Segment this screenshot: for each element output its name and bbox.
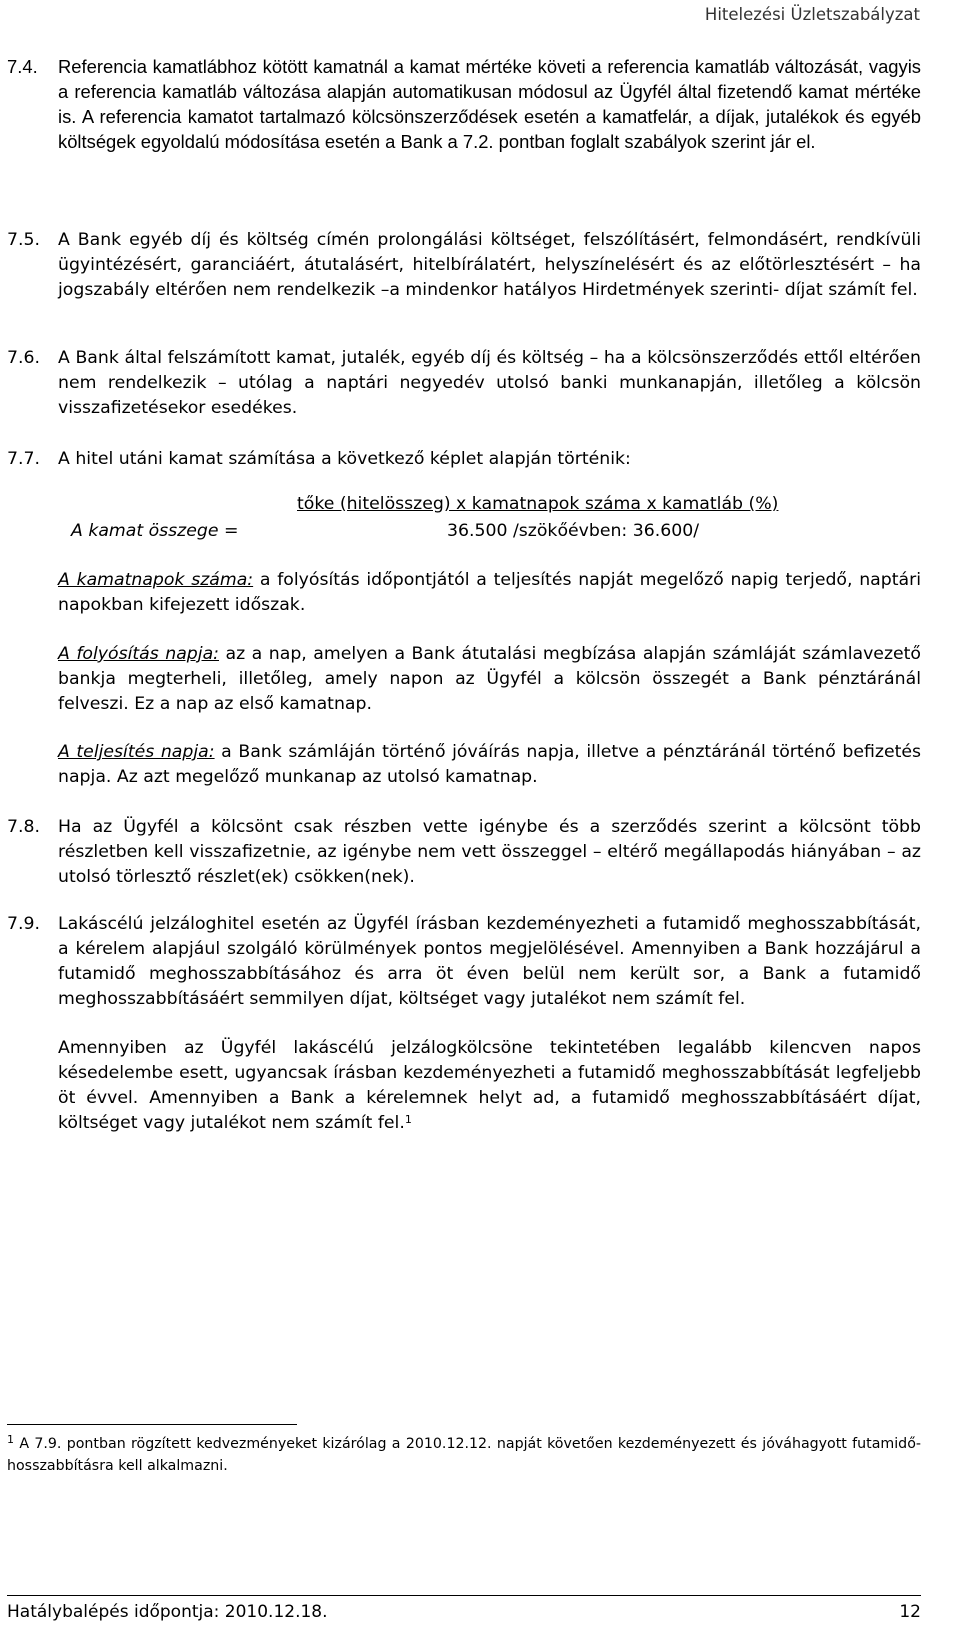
section-7-6: [7, 346, 921, 421]
section-text: Ha az Ügyfél a kölcsönt csak részben vette igénybe és a szerződés szerint a kölcsönt több részletben kell visszafizetnie, az igénybe nem vett összeggel – eltérő megállapodás hiányában – az utolsó törlesztő részlet(ek) csökken(nek).: [58, 817, 921, 887]
section-number: 7.6.: [7, 348, 40, 368]
effective-date: Hatálybalépés időpontja: 2010.12.18.: [7, 1602, 328, 1622]
section-7-9: [7, 912, 921, 1012]
definition-text: a folyósítás időpontjától a teljesítés napját megelőző napig terjedő, naptári napokban kifejezett időszak.: [58, 570, 922, 615]
section-number: 7.7.: [7, 449, 40, 469]
section-number: 7.5.: [7, 230, 40, 250]
section-number: 7.8.: [7, 817, 40, 837]
definition-term: A folyósítás napja:: [58, 644, 219, 664]
formula-numerator: tőke (hitelösszeg) x kamatnapok száma x kamatláb (%): [297, 494, 779, 514]
definition-kamatnapok: [58, 568, 921, 618]
section-7-8: [7, 815, 921, 890]
section-text: A Bank egyéb díj és költség címén prolongálási költséget, felszólításért, felmondásért, rendkívüli ügyintézésért, garanciáért, átutalásért, hitelbírálatért, helyszínelésért és az előtörlesztésért – ha jogszabály eltérően nem rendelkezik –a mindenkor hatályos Hirdetmények szerinti- díjat számít fel.: [58, 230, 921, 300]
formula-label: A kamat összege =: [71, 521, 239, 541]
definition-term: A teljesítés napja:: [58, 742, 215, 762]
footnote-separator: [7, 1424, 297, 1425]
definition-term: A kamatnapok száma:: [58, 570, 254, 590]
footnote-reference[interactable]: 1: [404, 1113, 412, 1126]
running-header: Hitelezési Üzletszabályzat: [704, 5, 920, 24]
definition-folyositas: [58, 642, 921, 717]
section-number: 7.4.: [7, 56, 38, 77]
section-text: A hitel utáni kamat számítása a következő képlet alapján történik:: [58, 449, 631, 469]
section-text: A Bank által felszámított kamat, jutalék, egyéb díj és költség – ha a kölcsönszerződés ettől eltérően nem rendelkezik – utólag a naptári negyedév utolsó banki munkanapján, illetőleg a kölcsön visszafizetésekor esedékes.: [58, 348, 921, 418]
footer-separator: [7, 1595, 921, 1596]
section-7-5: [7, 228, 921, 303]
footnote-text: A 7.9. pontban rögzített kedvezményeket kizárólag a 2010.12.12. napját követően kezdeményezett és jóváhagyott futamidő-hosszabbításra kell alkalmazni.: [7, 1436, 921, 1474]
section-text-2: Amennyiben az Ügyfél lakáscélú jelzálogkölcsöne tekintetében legalább kilencven napos késedelembe esett, ugyancsak írásban kezdeményezheti a futamidő meghosszabbítását legfeljebb öt évvel. Amennyiben a Bank a kérelemnek helyt ad, a futamidő meghosszabbításáért díjat, költséget vagy jutalékot nem számít fel.: [58, 1038, 921, 1133]
section-7-7: [7, 447, 921, 472]
section-number: 7.9.: [7, 914, 40, 934]
formula-denominator: 36.500 /szökőévben: 36.600/: [447, 521, 700, 541]
section-text: Referencia kamatlábhoz kötött kamatnál a kamat mértéke követi a referencia kamatláb változását, vagyis a referencia kamatláb változása alapján automatikusan módosul az Ügyfél által fizetendő kamat mértéke is. A referencia kamatot tartalmazó kölcsönszerződések esetén a kamatfelár, a díjak, jutalékok és egyéb költségek egyoldalú módosítása esetén a Bank a 7.2. pontban foglalt szabályok szerint jár el.: [58, 56, 921, 152]
section-7-4: [7, 54, 921, 154]
section-text: [58, 1036, 921, 1136]
section-7-9-continued: [7, 1036, 921, 1136]
page-number: 12: [899, 1602, 921, 1622]
definition-teljesites: [58, 740, 921, 790]
section-text: Lakáscélú jelzáloghitel esetén az Ügyfél írásban kezdeményezheti a futamidő meghosszabbítását, a kérelem alapjául szolgáló körülmények pontos megjelölésével. Amennyiben a Bank hozzájárul a futamidő meghosszabbításához és arra öt éven belül nem került sor, a Bank a futamidő meghosszabbításáért semmilyen díjat, költséget vagy jutalékot nem számít fel.: [58, 914, 921, 1009]
definition-text: a Bank számláján történő jóváírás napja, illetve a pénztáránál történő befizetés napja. Az azt megelőző munkanap az utolsó kamatnap.: [58, 742, 921, 787]
footnote-number: 1: [7, 1433, 14, 1446]
definition-text: az a nap, amelyen a Bank átutalási megbízása alapján számláját számlavezető bankja megterheli, illetőleg, amely napon az Ügyfél a kölcsön összegét a Bank pénztáránál felveszi. Ez a nap az első kamatnap.: [58, 644, 921, 714]
footnote: [7, 1433, 921, 1477]
